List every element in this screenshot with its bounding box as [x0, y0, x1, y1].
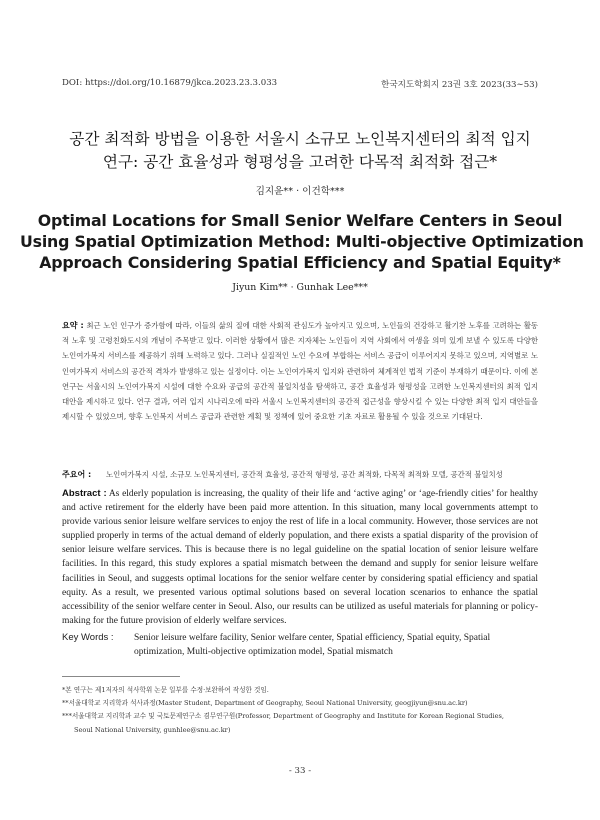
korean-abstract-label: 요약 : — [62, 321, 84, 330]
english-title — [20, 210, 584, 273]
korean-abstract — [62, 318, 538, 424]
korean-title — [40, 128, 560, 174]
footnote-2: **서울대학교 지리학과 석사과정(Master Student, Department of Geography, Seoul National University, geogjiyun@snu.ac.kr) — [62, 699, 468, 708]
korean-keywords-label: 주요어 : — [62, 470, 92, 479]
footnote-3: ***서울대학교 지리학과 교수 및 국토문제연구소 겸무연구원(Professor, Department of Geography and Institute for Korean Regional Studies, — [62, 712, 505, 721]
doi-link[interactable]: DOI: https://doi.org/10.16879/jkca.2023.23.3.033 — [62, 78, 278, 88]
english-keywords-text: Senior leisure welfare facility, Senior welfare center, Spatial efficiency, Spatial equity, Spatial optimization, Multi-objective optimization model, Spatial mismatch — [134, 633, 491, 657]
korean-authors: 김지윤** · 이건학*** — [255, 186, 345, 197]
english-title-line-2: Using Spatial Optimization Method: Multi-objective Optimization — [20, 232, 584, 251]
english-keywords-label: Key Words : — [62, 632, 114, 643]
english-abstract-label: Abstract : — [62, 488, 107, 499]
journal-citation: 한국지도학회지 23권 3호 2023(33∼53) — [381, 80, 538, 90]
korean-keywords — [62, 467, 538, 482]
footnote-divider — [62, 676, 180, 677]
english-abstract — [62, 487, 538, 628]
korean-title-line-2: 연구: 공간 효율성과 형평성을 고려한 다목적 최적화 접근* — [102, 153, 498, 171]
english-authors: Jiyun Kim** · Gunhak Lee*** — [232, 282, 368, 293]
korean-keywords-text: 노인여가복지 시설, 소규모 노인복지센터, 공간적 효율성, 공간적 형평성, 공간 최적화, 다목적 최적화 모델, 공간적 불일치성 — [106, 470, 503, 479]
english-title-line-1: Optimal Locations for Small Senior Welfare Centers in Seoul — [37, 211, 563, 230]
page-number: - 33 - — [288, 766, 312, 776]
korean-title-line-1: 공간 최적화 방법을 이용한 서울시 소규모 노인복지센터의 최적 입지 — [69, 130, 531, 148]
footnotes — [62, 684, 542, 737]
english-abstract-text: As elderly population is increasing, the quality of their life and ‘active aging’ or ‘age-friendly cities’ for healthy and active retirement for the elderly have been paid more attention. In this situation, many local governments attempt to provide various senior leisure welfare services to enjoy the rest of life in a local community. However, those services are not supplied properly in terms of the actual demand of elderly population, and there exists a spatial disparity of the provision of senior leisure welfare services. This is because there is no legal guideline on the spatial location of senior leisure welfare facilities. In this regard, this study explores a spatial mismatch between the demand and supply for senior leisure welfare facilities in Seoul, and suggests optimal locations for the senior welfare center by considering spatial efficiency and spatial equity. As a result, we presented various optimal solutions based on several location scenarios to enhance the spatial accessibility of the senior welfare center in Seoul. Also, our results can be utilized as useful materials for planning or policy-making for the future provision of elderly welfare services. — [62, 489, 538, 626]
korean-abstract-text: 최근 노인 인구가 증가함에 따라, 이들의 삶의 질에 대한 사회적 관심도가 높아지고 있으며, 노인들의 건강하고 활기찬 노후를 고려하는 활동적 노후 및 고령친화도시의 개념이 주목받고 있다. 이러한 상황에서 많은 지자체는 노인들이 지역 사회에서 여생을 의미 있게 보낼 수 있도록 다양한 노인여가복지 서비스를 제공하기 위해 노력하고 있다. 그러나 실질적인 노인 수요에 부합하는 서비스 공급이 이루어지지 못하고 있으며, 지역별로 노인여가복지 서비스의 공간적 격차가 발생하고 있는 실정이다. 이는 노인여가복지 입지와 관련하여 체계적인 법적 기준이 부재하기 때문이다. 이에 본 연구는 서울시의 노인여가복지 시설에 대한 수요와 공급의 공간적 불일치성을 탐색하고, 공간 효율성과 형평성을 고려한 노인복지센터의 최적 입지 대안을 제시하고 있다. 연구 결과, 여러 입지 시나리오에 따라 서울시 노인복지센터의 공간적 접근성을 향상시킬 수 있는 다양한 최적 입지 대안들을 제시할 수 있었으며, 향후 노인복지 서비스 공급과 관련한 계획 및 정책에 있어 중요한 기초 자료로 활용될 수 있을 것으로 기대된다. — [62, 321, 538, 422]
english-keywords — [62, 631, 538, 659]
running-header — [62, 78, 538, 92]
english-title-line-3: Approach Considering Spatial Efficiency and Spatial Equity* — [39, 253, 561, 272]
footnote-1: *본 연구는 제1저자의 석사학위 논문 일부를 수정·보완하여 작성한 것임. — [62, 686, 269, 694]
footnote-3-continued: Seoul National University, gunhlee@snu.ac.kr) — [74, 725, 231, 734]
